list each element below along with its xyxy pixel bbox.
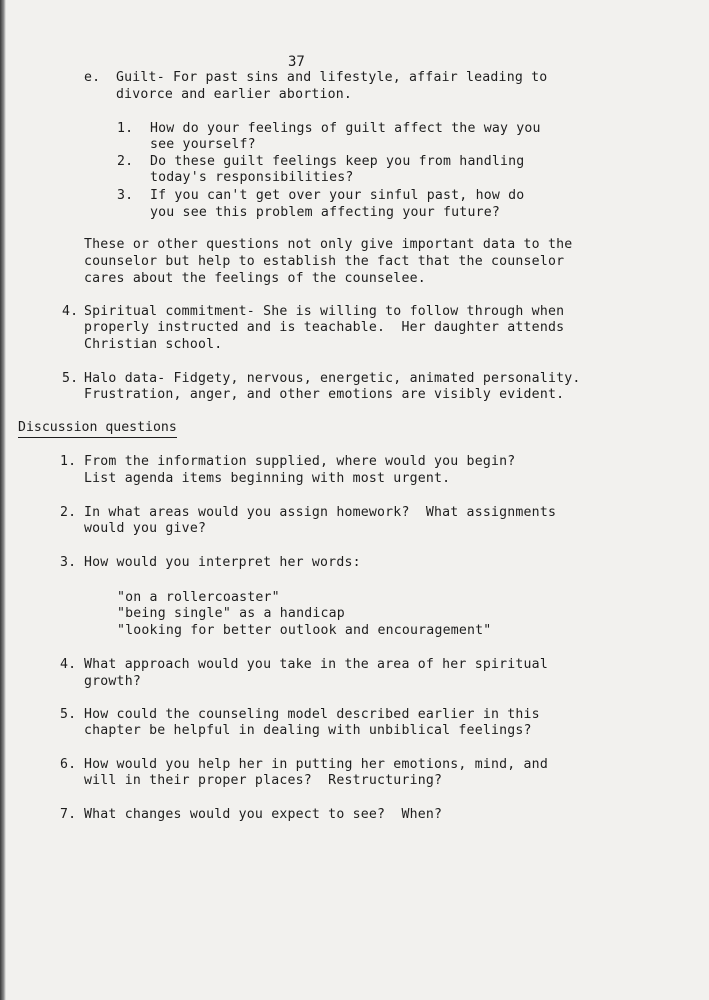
subitem-line: today's responsibilities? <box>150 170 354 185</box>
item-4-marker: 4. <box>62 304 79 319</box>
question-line: List agenda items beginning with most urgent. <box>84 471 451 486</box>
subitem-line: Do these guilt feelings keep you from handling <box>150 154 525 169</box>
question-marker: 6. <box>60 757 77 772</box>
item-5-line: Frustration, anger, and other emotions are visibly evident. <box>84 387 565 402</box>
subitem-marker: 3. <box>117 188 134 203</box>
question-line: chapter be helpful in dealing with unbiblical feelings? <box>84 723 532 738</box>
item-e-marker: e. <box>84 70 101 85</box>
question-line: will in their proper places? Restructuring? <box>84 773 443 788</box>
binding-shadow <box>0 0 6 1000</box>
question-marker: 7. <box>60 807 77 822</box>
question-line: What approach would you take in the area of her spiritual <box>84 657 548 672</box>
paragraph-line: cares about the feelings of the counselee. <box>84 271 426 286</box>
item-5-line: Halo data- Fidgety, nervous, energetic, animated personality. <box>84 371 581 386</box>
item-4-line: properly instructed and is teachable. Her daughter attends <box>84 320 565 335</box>
subitem-line: see yourself? <box>150 137 256 152</box>
subitem-marker: 2. <box>117 154 134 169</box>
question-line: How would you interpret her words: <box>84 555 361 570</box>
question-line: From the information supplied, where would you begin? <box>84 454 516 469</box>
question-marker: 3. <box>60 555 77 570</box>
page-number: 37 <box>288 54 305 70</box>
question-line: would you give? <box>84 521 207 536</box>
question-line: How would you help her in putting her emotions, mind, and <box>84 757 548 772</box>
question-marker: 2. <box>60 505 77 520</box>
item-4-line: Spiritual commitment- She is willing to follow through when <box>84 304 565 319</box>
discussion-heading: Discussion questions <box>18 420 177 438</box>
quote-line: "being single" as a handicap <box>117 606 345 621</box>
item-e-line: Guilt- For past sins and lifestyle, affair leading to <box>116 70 548 85</box>
quote-line: "looking for better outlook and encouragement" <box>117 623 492 638</box>
question-marker: 5. <box>60 707 77 722</box>
item-5-marker: 5. <box>62 371 79 386</box>
question-marker: 1. <box>60 454 77 469</box>
question-line: In what areas would you assign homework? What assignments <box>84 505 557 520</box>
item-e-line: divorce and earlier abortion. <box>116 87 353 102</box>
subitem-marker: 1. <box>117 121 134 136</box>
question-line: growth? <box>84 674 141 689</box>
paragraph-line: These or other questions not only give important data to the <box>84 237 573 252</box>
question-marker: 4. <box>60 657 77 672</box>
quote-line: "on a rollercoaster" <box>117 590 280 605</box>
question-line: How could the counseling model described earlier in this <box>84 707 540 722</box>
item-4-line: Christian school. <box>84 337 223 352</box>
subitem-line: you see this problem affecting your future? <box>150 205 501 220</box>
subitem-line: How do your feelings of guilt affect the way you <box>150 121 541 136</box>
paragraph-line: counselor but help to establish the fact that the counselor <box>84 254 565 269</box>
subitem-line: If you can't get over your sinful past, how do <box>150 188 525 203</box>
question-line: What changes would you expect to see? When? <box>84 807 443 822</box>
